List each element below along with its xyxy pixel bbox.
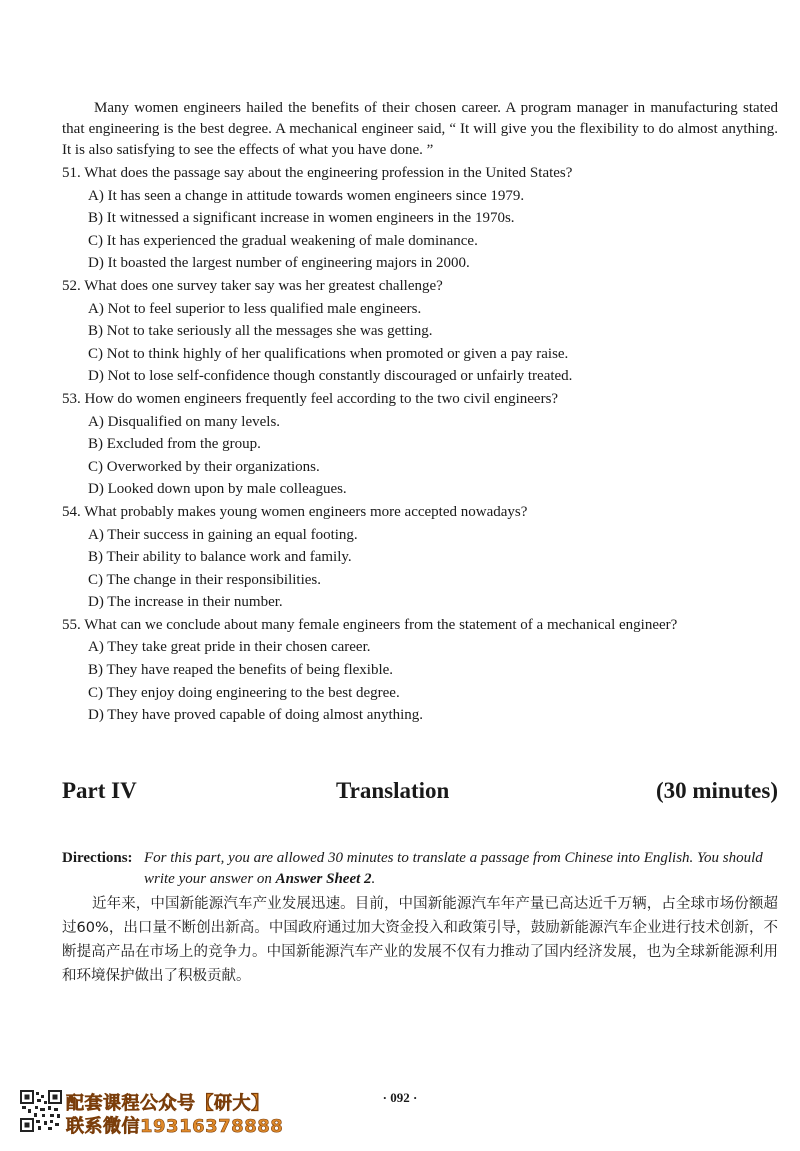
option-b: B) They have reaped the benefits of being flexible. <box>88 662 394 679</box>
option-c: C) Not to think highly of her qualifications when promoted or given a pay raise. <box>88 345 569 362</box>
directions <box>62 848 778 890</box>
answer-sheet-label: Answer Sheet 2 <box>275 871 372 887</box>
question-list <box>62 162 782 727</box>
part-time: (30 minutes) <box>655 778 778 803</box>
option-a: A) It has seen a change in attitude towards women engineers since 1979. <box>88 187 525 204</box>
part-title: Translation <box>336 778 450 803</box>
option-b: B) Their ability to balance work and family. <box>88 549 352 566</box>
option-d: D) Not to lose self-confidence though constantly discouraged or unfairly treated. <box>88 368 573 385</box>
question-stem: 53. How do women engineers frequently feel according to the two civil engineers? <box>62 390 559 407</box>
page-number: · 092 · <box>382 1090 418 1105</box>
option-c: C) The change in their responsibilities. <box>88 571 322 588</box>
question-54 <box>62 501 782 614</box>
directions-text-before: For this part, you are allowed 30 minutes to translate a passage from Chinese into English. You should write your answer on <box>144 850 763 887</box>
option-d: D) The increase in their number. <box>88 594 283 611</box>
option-d: D) They have proved capable of doing almost anything. <box>88 707 424 724</box>
chinese-passage: 近年来，中国新能源汽车产业发展迅速。目前，中国新能源汽车年产量已高达近千万辆，占全球市场份额超过60%，出口量不断创出新高。中国政府通过加大资金投入和政策引导，鼓励新能源汽车企业进行技术创新，不断提高产品在市场上的竞争力。中国新能源汽车产业的发展不仅有力推动了国内经济发展，也为全球新能源利用和环境保护做出了积极贡献。 <box>62 896 778 984</box>
question-52 <box>62 275 782 388</box>
option-a: A) Disqualified on many levels. <box>88 413 281 430</box>
question-stem: 52. What does one survey taker say was her greatest challenge? <box>62 277 443 294</box>
directions-text <box>144 848 778 890</box>
question-stem: 55. What can we conclude about many female engineers from the statement of a mechanical engineer? <box>62 616 678 633</box>
part-header <box>62 778 778 812</box>
option-c: C) It has experienced the gradual weakening of male dominance. <box>88 232 478 249</box>
option-b: B) Excluded from the group. <box>88 436 261 453</box>
option-b: B) It witnessed a significant increase in women engineers in the 1970s. <box>88 210 515 227</box>
part-label: Part IV <box>62 778 137 803</box>
option-a: A) They take great pride in their chosen career. <box>88 639 371 656</box>
watermark-line-1: 配套课程公众号【研大】 <box>66 1093 270 1114</box>
question-55 <box>62 614 782 727</box>
passage-paragraph: Many women engineers hailed the benefits of their chosen career. A program manager in manufacturing stated that engineering is the best degree. A mechanical engineer said, “ It will give you the flexibility to do almost anything. It is also satisfying to see the effects of what you have done. ” <box>62 100 778 158</box>
directions-text-after: . <box>371 871 376 887</box>
option-a: A) Their success in gaining an equal footing. <box>88 526 358 543</box>
directions-label: Directions: <box>62 850 133 866</box>
question-stem: 51. What does the passage say about the engineering profession in the United States? <box>62 165 573 181</box>
option-a: A) Not to feel superior to less qualified male engineers. <box>88 300 422 317</box>
option-d: D) Looked down upon by male colleagues. <box>88 481 347 498</box>
question-51 <box>62 162 782 275</box>
option-c: C) They enjoy doing engineering to the best degree. <box>88 684 400 701</box>
question-53 <box>62 388 782 501</box>
option-c: C) Overworked by their organizations. <box>88 458 320 475</box>
question-stem: 54. What probably makes young women engineers more accepted nowadays? <box>62 503 528 520</box>
option-b: B) Not to take seriously all the messages she was getting. <box>88 323 433 340</box>
watermark-line-2: 联系微信19316378888 <box>66 1116 284 1137</box>
option-d: D) It boasted the largest number of engineering majors in 2000. <box>88 255 470 272</box>
